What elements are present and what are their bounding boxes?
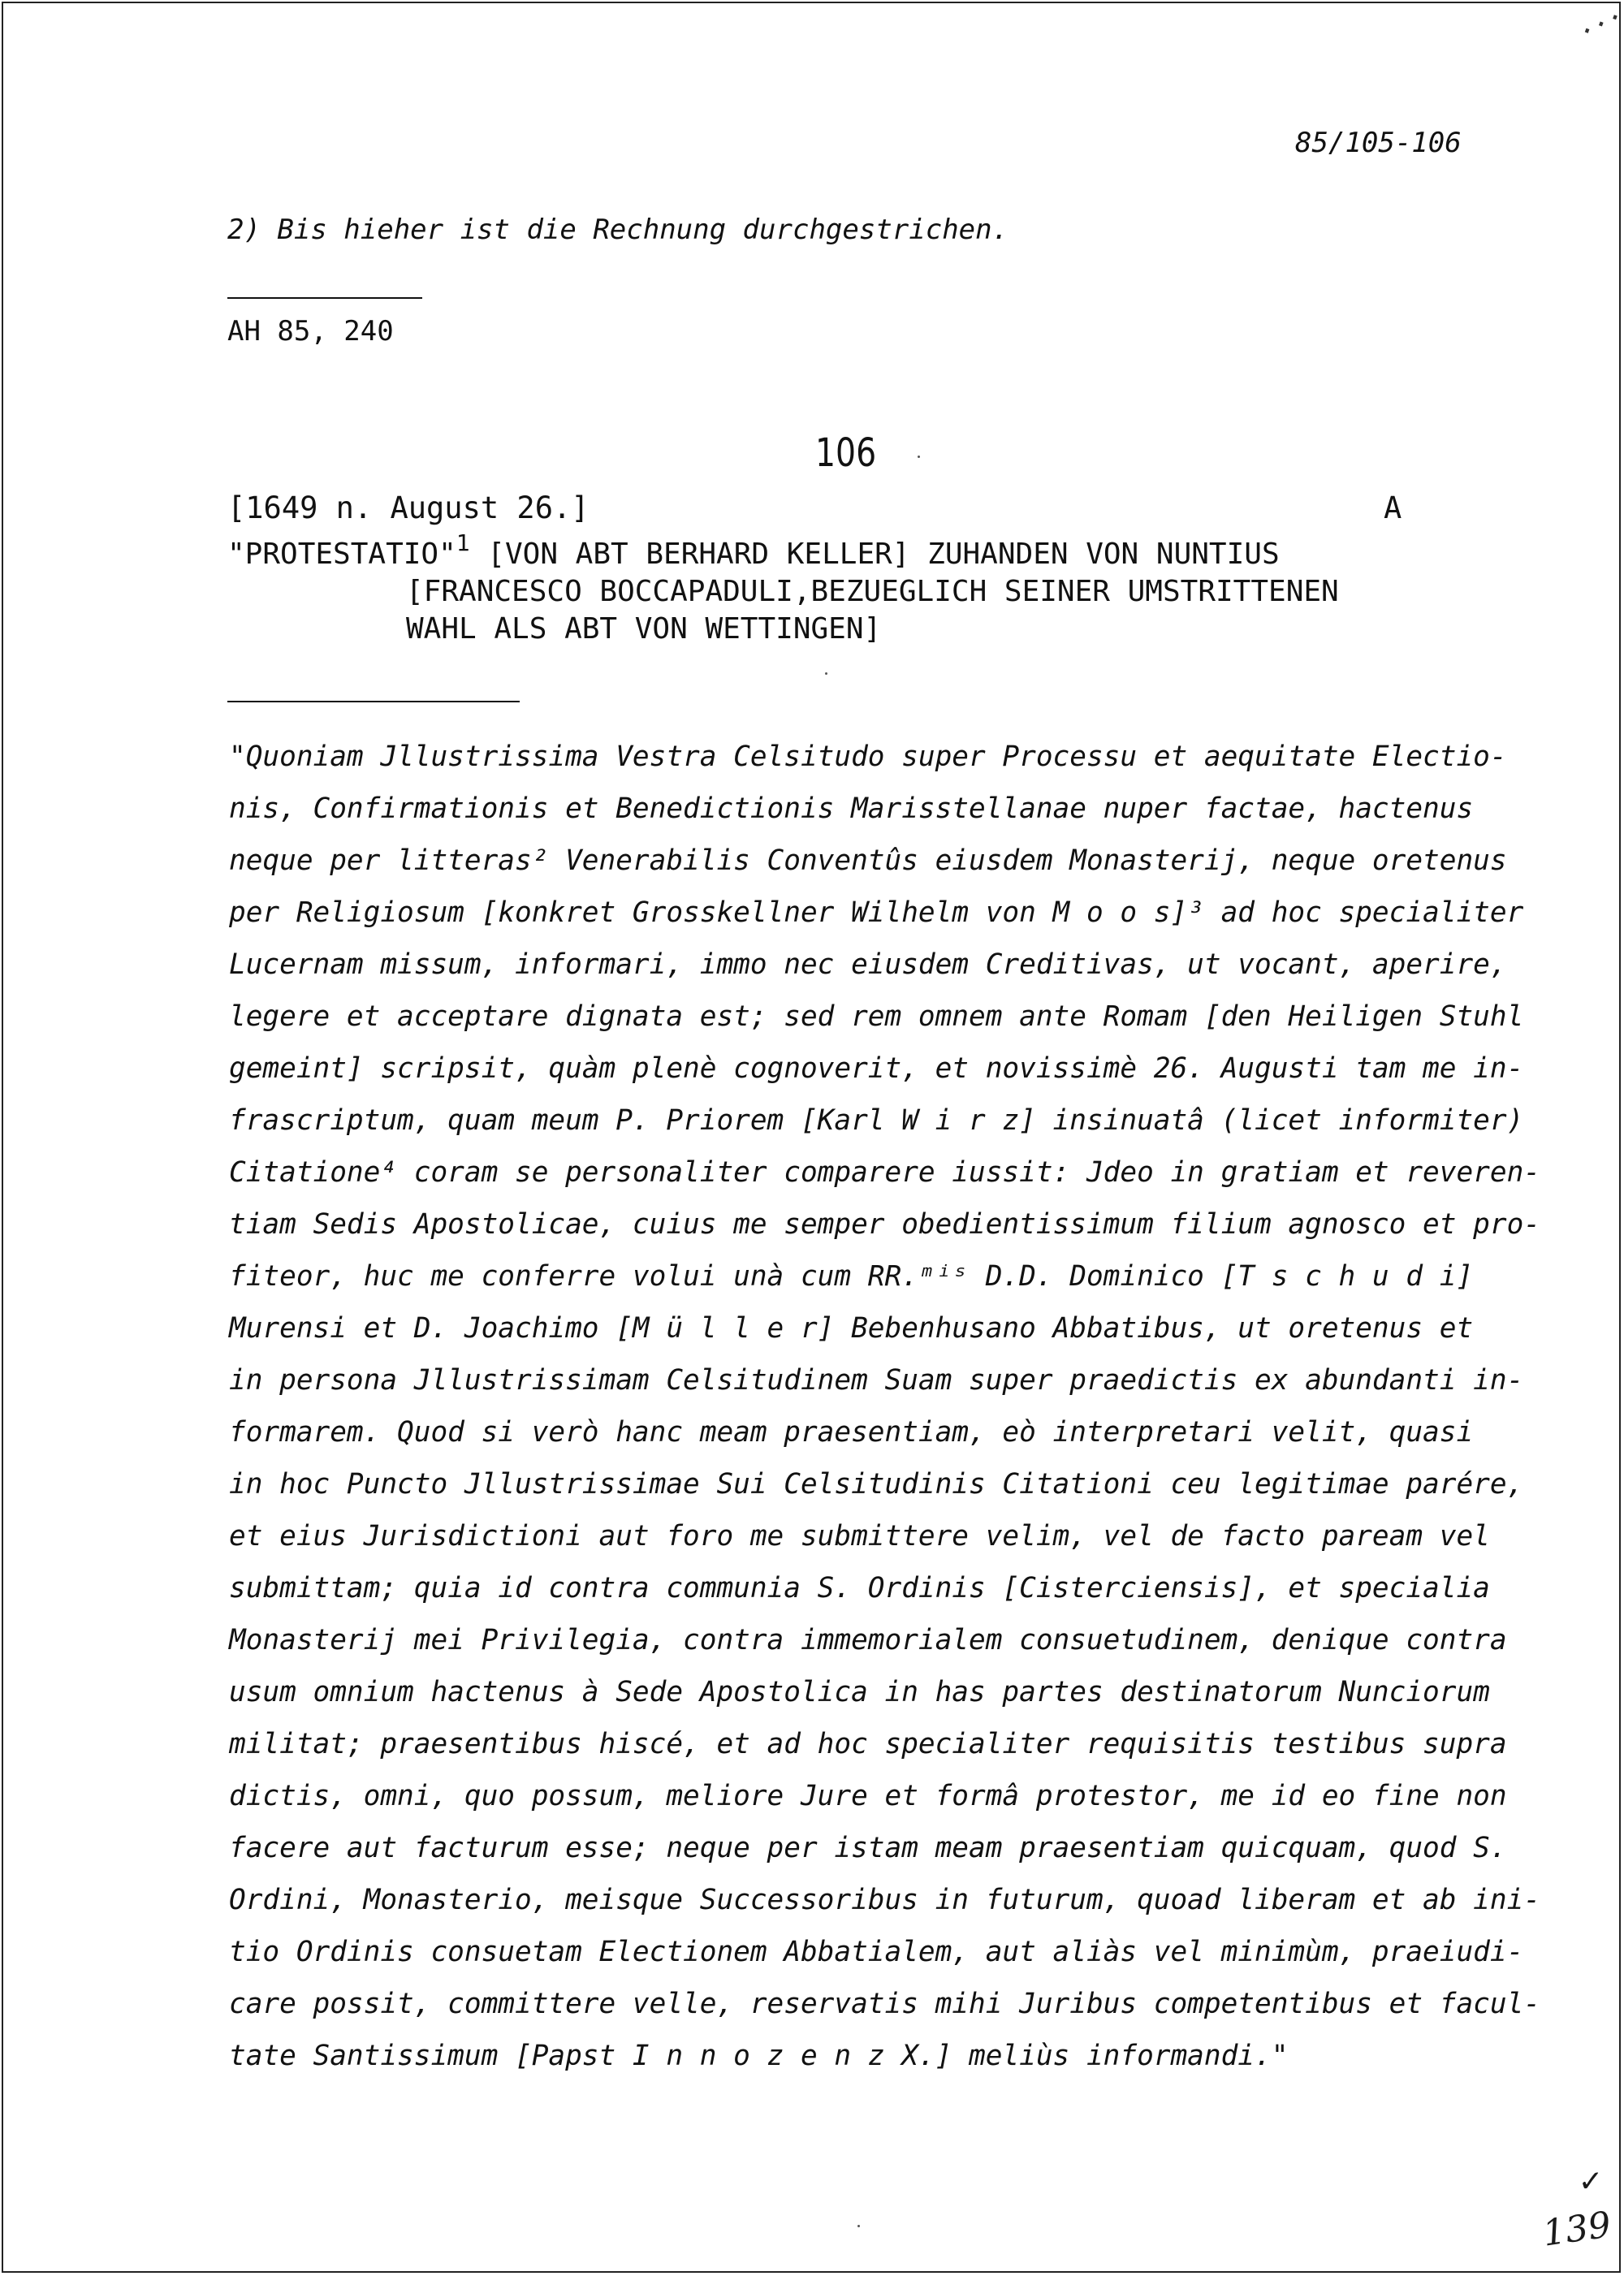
speck xyxy=(857,2225,860,2227)
text-line: dictis, omni, quo possum, meliore Jure et formâ protestor, me id eo fine non xyxy=(229,1780,1507,1812)
title-line-1 xyxy=(227,529,1339,573)
text-line: formarem. Quod si verò hanc meam praesentiam, eò interpretari velit, quasi xyxy=(229,1416,1474,1449)
text-line: in persona Jllustrissimam Celsitudinem Suam super praedictis ex abundanti in- xyxy=(229,1364,1524,1397)
text-line: Citatione⁴ coram se personaliter comparere iussit: Jdeo in gratiam et reveren- xyxy=(229,1156,1540,1189)
text-line: et eius Jurisdictioni aut foro me submittere velim, vel de facto paream vel xyxy=(229,1520,1490,1553)
text-line: tiam Sedis Apostolicae, cuius me semper obedientissimum filium agnosco et pro- xyxy=(229,1208,1540,1241)
title-divider xyxy=(227,701,520,702)
text-line: in hoc Puncto Jllustrissimae Sui Celsitudinis Citationi ceu legitimae parére, xyxy=(229,1468,1524,1501)
archive-reference: 85/105-106 xyxy=(1295,127,1462,159)
staple-mark-icon: ⋰ xyxy=(1579,0,1623,47)
speck xyxy=(918,456,920,458)
handwritten-page-number: 139 xyxy=(1540,2204,1614,2255)
text-line: Ordini, Monasterio, meisque Successoribus in futurum, quoad liberam et ab ini- xyxy=(229,1884,1540,1916)
text-line: facere aut facturum esse; neque per istam meam praesentiam quicquam, quod S. xyxy=(229,1832,1507,1864)
title-quote: "PROTESTATIO" xyxy=(227,538,456,571)
check-mark-icon: ✓ xyxy=(1580,2160,1601,2200)
title-line-2: [FRANCESCO BOCCAPADULI,BEZUEGLICH SEINER UMSTRITTENEN xyxy=(406,575,1339,608)
text-line: "Quoniam Jllustrissima Vestra Celsitudo super Processu et aequitate Electio- xyxy=(229,741,1507,773)
text-line: submittam; quia id contra communia S. Ordinis [Cisterciensis], et specialia xyxy=(229,1572,1490,1604)
source-reference: AH 85, 240 xyxy=(227,315,394,348)
text-line: Monasterij mei Privilegia, contra immemorialem consuetudinem, denique contra xyxy=(229,1624,1507,1656)
text-line: gemeint] scripsit, quàm plenè cognoverit, et novissimè 26. Augusti tam me in- xyxy=(229,1052,1524,1085)
text-line: fiteor, huc me conferre volui unà cum RR.ᵐⁱˢ D.D. Dominico [T s c h u d i] xyxy=(229,1260,1474,1293)
title-line-1-rest: [VON ABT BERHARD KELLER] ZUHANDEN VON NUNTIUS xyxy=(469,538,1280,571)
document-number: 106 xyxy=(815,430,877,476)
title-line-3: WAHL ALS ABT VON WETTINGEN] xyxy=(406,612,882,646)
protestatio-text xyxy=(229,731,1540,2082)
footnote-divider xyxy=(227,297,422,299)
title-footnote-marker: 1 xyxy=(456,529,470,556)
speck xyxy=(825,672,827,675)
text-line: usum omnium hactenus à Sede Apostolica in has partes destinatorum Nunciorum xyxy=(229,1676,1490,1708)
text-line: care possit, committere velle, reservatis mihi Juribus competentibus et facul- xyxy=(229,1988,1540,2020)
text-line: tate Santissimum [Papst I n n o z e n z X.] meliùs informandi." xyxy=(229,2040,1289,2072)
version-letter: A xyxy=(1384,490,1402,525)
text-line: per Religiosum [konkret Grosskellner Wilhelm von M o o s]³ ad hoc specialiter xyxy=(229,896,1524,929)
text-line: Lucernam missum, informari, immo nec eiusdem Creditivas, ut vocant, aperire, xyxy=(229,948,1507,981)
text-line: tio Ordinis consuetam Electionem Abbatialem, aut aliàs vel minimùm, praeiudi- xyxy=(229,1936,1524,1968)
text-line: neque per litteras² Venerabilis Conventûs eiusdem Monasterij, neque oretenus xyxy=(229,844,1507,877)
document-title xyxy=(227,529,1339,648)
text-line: legere et acceptare dignata est; sed rem omnem ante Romam [den Heiligen Stuhl xyxy=(229,1000,1524,1033)
text-line: nis, Confirmationis et Benedictionis Marisstellanae nuper factae, hactenus xyxy=(229,792,1474,825)
footnote-text: 2) Bis hieher ist die Rechnung durchgestrichen. xyxy=(227,214,1009,246)
text-line: militat; praesentibus hiscé, et ad hoc specialiter requisitis testibus supra xyxy=(229,1728,1507,1760)
text-line: frascriptum, quam meum P. Priorem [Karl W i r z] insinuatâ (licet informiter) xyxy=(229,1104,1524,1137)
date-line: [1649 n. August 26.] xyxy=(227,490,590,525)
text-line: Murensi et D. Joachimo [M ü l l e r] Bebenhusano Abbatibus, ut oretenus et xyxy=(229,1312,1474,1345)
